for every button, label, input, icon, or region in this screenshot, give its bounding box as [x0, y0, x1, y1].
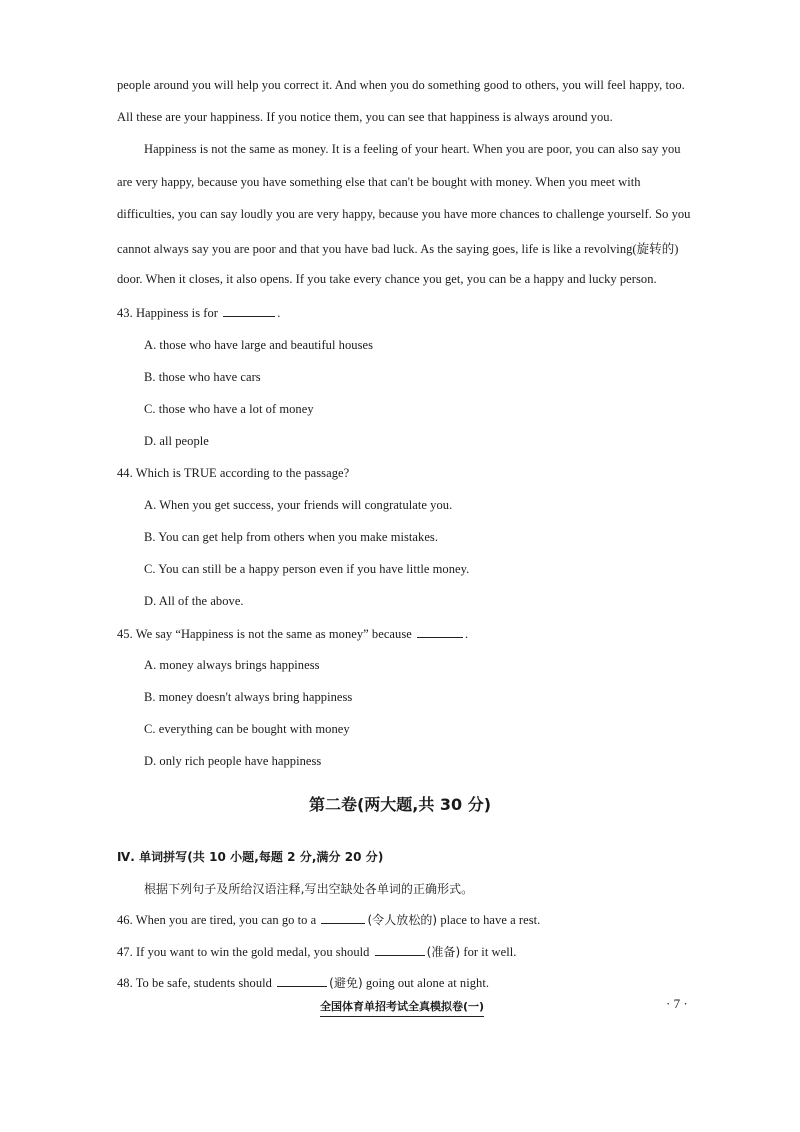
passage-line-5: difficulties, you can say loudly you are very happy, because you have more chances to challenge yourself. So you: [117, 207, 691, 221]
option-45-d: D. only rich people have happiness: [144, 754, 322, 768]
passage-line-3: Happiness is not the same as money. It is a feeling of your heart. When you are poor, you can also say you: [144, 142, 681, 156]
answer-blank[interactable]: [417, 626, 463, 638]
question-number: 45.: [117, 627, 133, 641]
answer-blank[interactable]: [223, 305, 275, 317]
passage-line-2: All these are your happiness. If you notice them, you can see that happiness is always around you.: [117, 110, 613, 124]
footer-title: 全国体育单招考试全真模拟卷(一): [320, 998, 484, 1017]
option-45-b: B. money doesn't always bring happiness: [144, 690, 353, 704]
sentence-start: To be safe, students should: [135, 976, 272, 990]
passage-line-7: door. When it closes, it also opens. If you take every chance you get, you can be a happy and lucky person.: [117, 272, 657, 286]
option-45-c: C. everything can be bought with money: [144, 722, 350, 736]
question-45: [117, 626, 468, 642]
question-stem: We say “Happiness is not the same as money” because: [135, 627, 412, 641]
question-46: [117, 911, 540, 928]
answer-blank[interactable]: [321, 912, 365, 924]
question-number: 46.: [117, 913, 133, 927]
option-43-a: A. those who have large and beautiful houses: [144, 338, 373, 352]
question-48: [117, 974, 489, 991]
question-number: 47.: [117, 945, 133, 959]
chinese-hint: (避免): [329, 976, 363, 990]
option-45-a: A. money always brings happiness: [144, 658, 320, 672]
part-4-heading: Ⅳ. 单词拼写(共 10 小题,每题 2 分,满分 20 分): [117, 850, 384, 864]
question-44: [117, 466, 349, 481]
question-stem: Happiness is for: [135, 306, 219, 320]
sentence-end: for it well.: [463, 945, 517, 959]
passage-line-6: cannot always say you are poor and that you have bad luck. As the saying goes, life is like a revolving(旋转的): [117, 242, 679, 256]
chinese-hint: (令人放松的): [367, 913, 438, 927]
option-44-b: B. You can get help from others when you make mistakes.: [144, 530, 439, 544]
chinese-hint: (准备): [426, 945, 461, 959]
question-stem-end: .: [465, 627, 469, 641]
section-title: 第二卷(两大题,共 30 分): [308, 795, 492, 814]
passage-line-1: people around you will help you correct it. And when you do something good to others, you will feel happy, too.: [117, 78, 685, 92]
option-44-d: D. All of the above.: [144, 594, 244, 608]
question-number: 48.: [117, 976, 133, 990]
page-number: · 7 ·: [666, 996, 688, 1011]
answer-blank[interactable]: [375, 944, 425, 956]
part-4-instruction: 根据下列句子及所给汉语注释,写出空缺处各单词的正确形式。: [144, 882, 474, 896]
option-43-c: C. those who have a lot of money: [144, 402, 314, 416]
question-43: [117, 305, 280, 321]
question-47: [117, 943, 516, 960]
question-number: 44.: [117, 466, 133, 480]
question-stem: Which is TRUE according to the passage?: [135, 466, 350, 480]
sentence-start: If you want to win the gold medal, you should: [135, 945, 370, 959]
sentence-end: place to have a rest.: [440, 913, 541, 927]
option-43-d: D. all people: [144, 434, 209, 448]
answer-blank[interactable]: [277, 975, 327, 987]
sentence-start: When you are tired, you can go to a: [135, 913, 317, 927]
sentence-end: going out alone at night.: [365, 976, 490, 990]
question-stem-end: .: [277, 306, 281, 320]
question-number: 43.: [117, 306, 133, 320]
option-44-c: C. You can still be a happy person even if you have little money.: [144, 562, 470, 576]
option-44-a: A. When you get success, your friends will congratulate you.: [144, 498, 453, 512]
option-43-b: B. those who have cars: [144, 370, 261, 384]
passage-line-4: are very happy, because you have something else that can't be bought with money. When you meet with: [117, 175, 641, 189]
